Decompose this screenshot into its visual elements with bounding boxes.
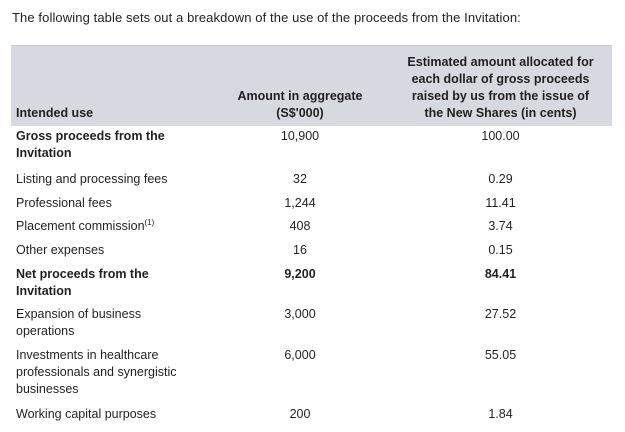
- table-header: [11, 45, 612, 126]
- row-amount: 200: [289, 407, 311, 421]
- row-cents: 27.52: [484, 307, 517, 321]
- row-cents: 1.84: [488, 407, 513, 421]
- row-amount: 3,000: [284, 307, 316, 321]
- row-label: Working capital purposes: [16, 407, 157, 421]
- header-est-line3: raised by us from the issue of: [411, 89, 590, 103]
- row-cents: 55.05: [484, 348, 517, 362]
- row-amount: 16: [293, 243, 307, 257]
- row-label: Net proceeds from the Invitation: [16, 267, 149, 298]
- row-cents: 100.00: [481, 129, 520, 143]
- proceeds-table: [11, 45, 612, 421]
- header-estimated: [389, 54, 612, 122]
- row-amount: 10,900: [280, 129, 320, 143]
- row-amount: 408: [289, 219, 311, 233]
- header-est-line4: the New Shares (in cents): [424, 106, 577, 120]
- header-amount-line2: (S$'000): [276, 106, 324, 120]
- intro-text: The following table sets out a breakdown of the use of the proceeds from the Invitation:: [12, 10, 521, 25]
- row-label: Placement commission$^{(1)}$: [16, 218, 155, 233]
- row-label: Listing and processing fees: [16, 172, 168, 186]
- row-amount: 1,244: [284, 196, 316, 210]
- header-est-line2: each dollar of gross proceeds: [411, 72, 590, 86]
- row-cents: 3.74: [488, 219, 513, 233]
- header-amount: [225, 88, 375, 122]
- header-amount-line1: Amount in aggregate: [237, 89, 363, 103]
- row-cents: 0.15: [488, 243, 513, 257]
- row-label: Gross proceeds from the Invitation: [16, 129, 165, 160]
- row-cents: 0.29: [488, 172, 513, 186]
- row-amount: 9,200: [284, 267, 316, 281]
- header-est-line1: Estimated amount allocated for: [407, 55, 594, 69]
- row-cents: 11.41: [485, 196, 516, 210]
- row-amount: 6,000: [284, 348, 316, 362]
- row-label: Other expenses: [16, 243, 105, 257]
- header-intended-use: Intended use: [16, 106, 94, 120]
- row-label: Professional fees: [16, 196, 112, 210]
- row-label: Investments in healthcare professionals and synergistic businesses: [16, 348, 177, 396]
- row-label: Expansion of business operations: [16, 307, 142, 338]
- row-amount: 32: [293, 172, 307, 186]
- row-cents: 84.41: [484, 267, 517, 281]
